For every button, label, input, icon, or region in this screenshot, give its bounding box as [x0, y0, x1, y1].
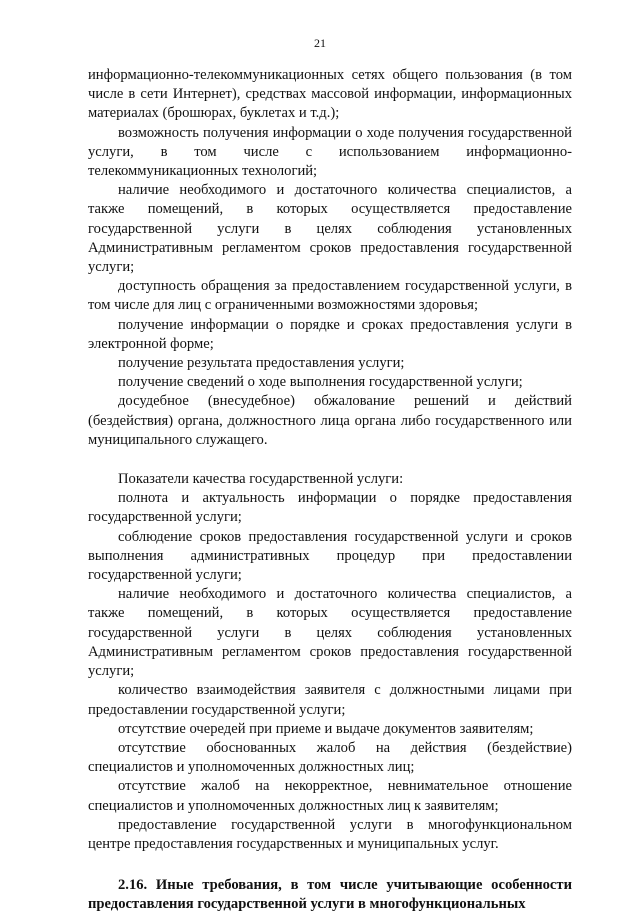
paragraph: получение результата предоставления услуги;: [118, 355, 405, 372]
document-body: [88, 66, 572, 915]
paragraph: количество взаимодействия заявителя с должностными лицами при предоставлении государственной услуги;: [88, 682, 572, 718]
paragraph: информационно-телекоммуникационных сетях общего пользования (в том числе в сети Интернет), средствах массовой информации, информационных материалах (брошюрах, буклетах и т.д.);: [88, 67, 572, 122]
paragraph: получение сведений о ходе выполнения государственной услуги;: [118, 374, 523, 391]
paragraph: предоставление государственной услуги в многофункциональном центре предоставления государственных и муниципальных услуг.: [88, 816, 572, 852]
paragraph: отсутствие очередей при приеме и выдаче документов заявителям;: [118, 720, 534, 737]
paragraph: возможность получения информации о ходе получения государственной услуги, в том числе с использованием информационно-телекоммуникационных технологий;: [88, 124, 572, 180]
paragraph: доступность обращения за предоставлением государственной услуги, в том числе для лиц с ограниченными возможностями здоровья;: [88, 278, 572, 314]
page-number: 21: [314, 36, 326, 50]
paragraph: отсутствие жалоб на некорректное, невнимательное отношение специалистов и уполномоченных должностных лиц к заявителям;: [88, 778, 572, 814]
paragraph: соблюдение сроков предоставления государственной услуги и сроков выполнения административных процедур при предоставлении государственной услуги;: [88, 528, 572, 584]
paragraph: отсутствие обоснованных жалоб на действия (бездействие) специалистов и уполномоченных должностных лиц;: [88, 739, 572, 776]
paragraph: досудебное (внесудебное) обжалование решений и действий (бездействия) органа, должностного лица органа либо государственного или муниципального служащего.: [88, 393, 572, 448]
paragraph: получение информации о порядке и сроках предоставления услуги в электронной форме;: [88, 316, 572, 352]
paragraph: наличие необходимого и достаточного количества специалистов, а также помещений, в которых осуществляется предоставление государственной услуги в целях соблюдения установленных Административным регламентом сроков предоставления государственной услуги;: [88, 182, 572, 276]
section-heading: 2.16. Иные требования, в том числе учитывающие особенности предоставления государственной услуги в многофункциональных: [88, 877, 572, 913]
paragraph: наличие необходимого и достаточного количества специалистов, а также помещений, в которых осуществляется предоставление государственной услуги в целях соблюдения установленных Административным регламентом сроков предоставления государственной услуги;: [88, 586, 572, 680]
paragraph: полнота и актуальность информации о порядке предоставления государственной услуги;: [88, 490, 572, 526]
quality-indicators-title: Показатели качества государственной услуги:: [118, 471, 404, 488]
